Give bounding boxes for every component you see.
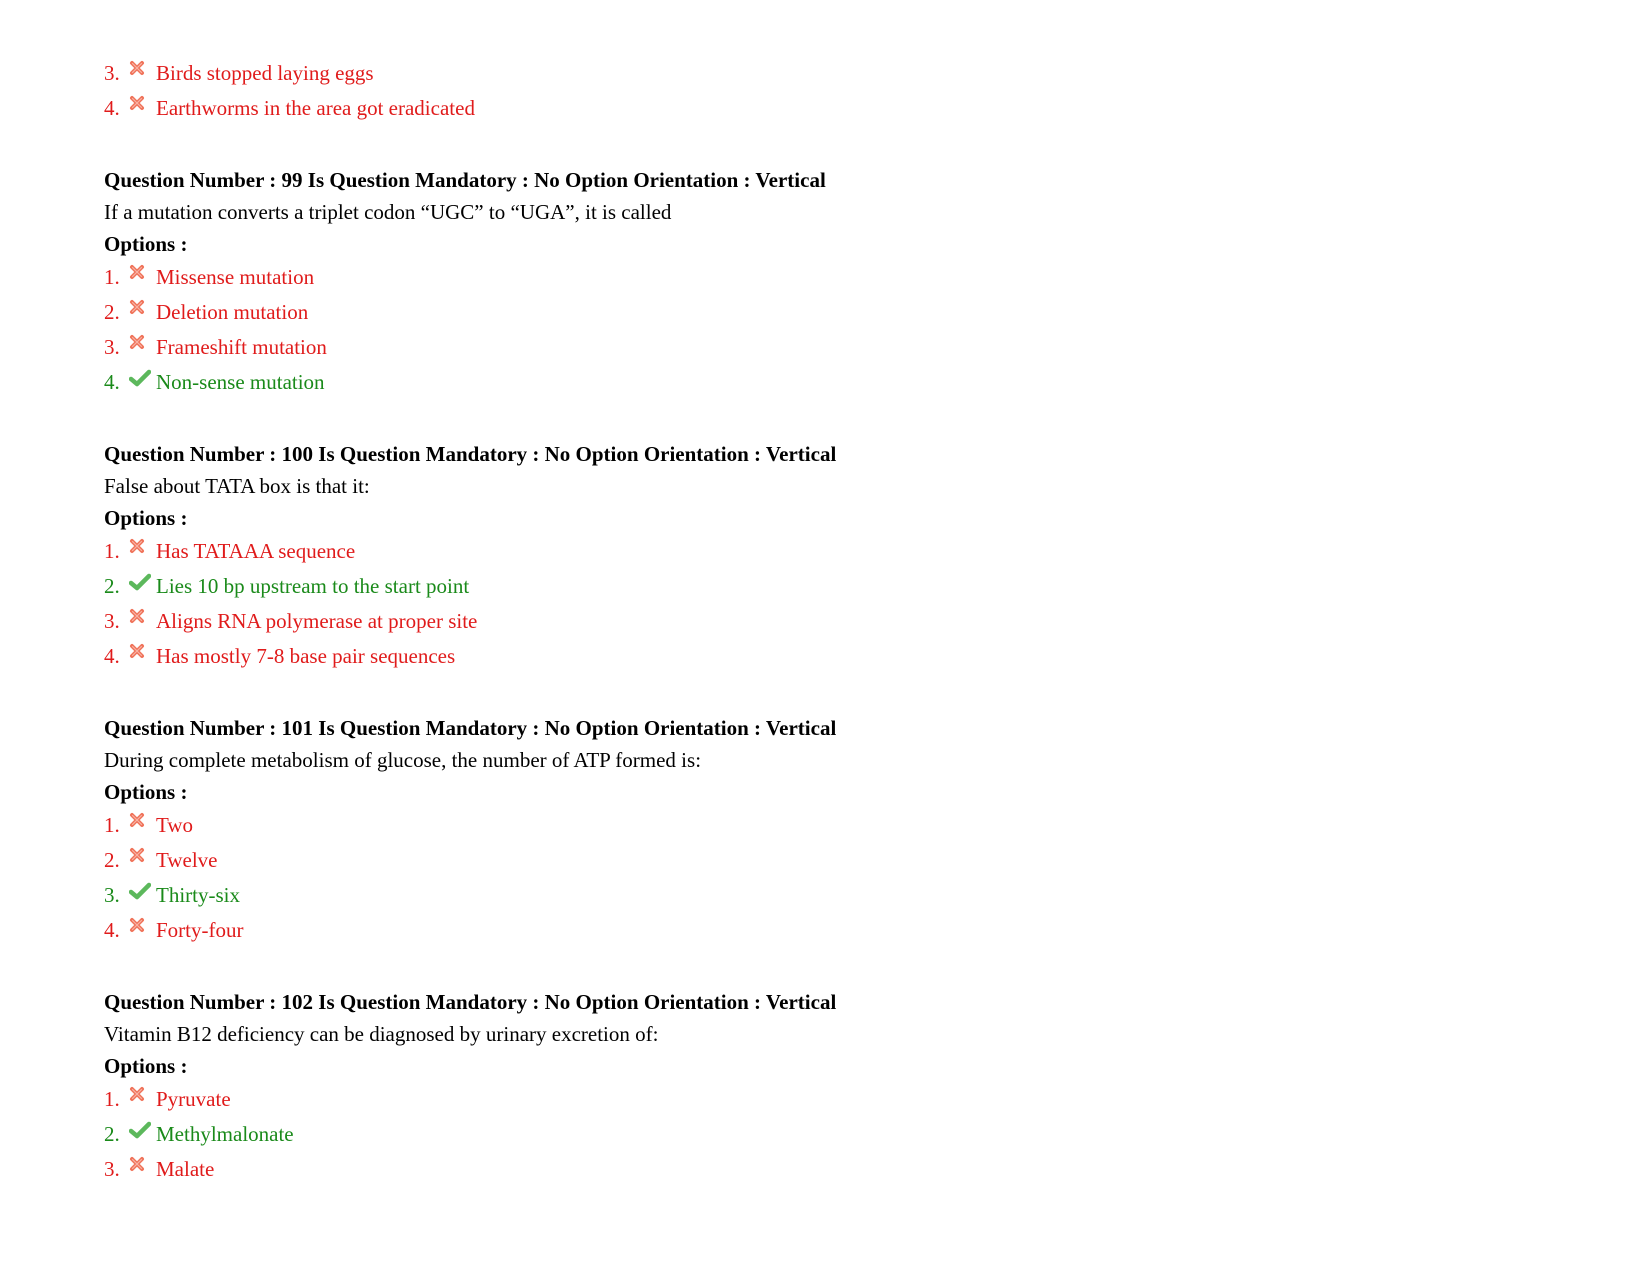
- option-row-wrong: [104, 534, 1544, 569]
- option-text: Deletion mutation: [156, 300, 309, 324]
- option-text: Methylmalonate: [156, 1122, 294, 1146]
- option-row-wrong: [104, 913, 1544, 948]
- question-header: Question Number : 102 Is Question Mandatory : No Option Orientation : Vertical: [104, 990, 837, 1014]
- option-row-correct: [104, 878, 1544, 913]
- option-text: Missense mutation: [156, 265, 315, 289]
- option-text: Twelve: [156, 848, 218, 872]
- option-number: 4.: [104, 96, 120, 120]
- option-row-wrong: [104, 1082, 1544, 1117]
- option-text: Thirty-six: [156, 883, 240, 907]
- option-row-wrong: [104, 330, 1544, 365]
- option-row-wrong: [104, 808, 1544, 843]
- option-text: Birds stopped laying eggs: [156, 61, 374, 85]
- option-row-wrong: [104, 843, 1544, 878]
- check-icon: [128, 1117, 156, 1152]
- cross-icon: [128, 1152, 156, 1187]
- option-number: 2.: [104, 574, 120, 598]
- option-row-wrong: [104, 260, 1544, 295]
- cross-icon: [128, 1082, 156, 1117]
- option-row-wrong: [104, 604, 1544, 639]
- option-number: 1.: [104, 1087, 120, 1111]
- check-icon: [128, 569, 156, 604]
- question-text: During complete metabolism of glucose, the number of ATP formed is:: [104, 748, 702, 772]
- option-text: Two: [156, 813, 194, 837]
- question-header: Question Number : 101 Is Question Mandatory : No Option Orientation : Vertical: [104, 716, 837, 740]
- option-text: Forty-four: [156, 918, 244, 942]
- question-list: [104, 164, 1544, 1187]
- answer-key-page: [104, 56, 1544, 1187]
- option-text: Non-sense mutation: [156, 370, 325, 394]
- leading-options: [104, 56, 1544, 126]
- option-number: 2.: [104, 848, 120, 872]
- option-number: 3.: [104, 1157, 120, 1181]
- option-number: 3.: [104, 883, 120, 907]
- option-row-wrong: [104, 1152, 1544, 1187]
- question-header: Question Number : 99 Is Question Mandatory : No Option Orientation : Vertical: [104, 168, 826, 192]
- cross-icon: [128, 56, 156, 91]
- option-text: Has mostly 7-8 base pair sequences: [156, 644, 456, 668]
- option-row-correct: [104, 569, 1544, 604]
- cross-icon: [128, 534, 156, 569]
- cross-icon: [128, 808, 156, 843]
- option-text: Malate: [156, 1157, 215, 1181]
- option-text: Earthworms in the area got eradicated: [156, 96, 475, 120]
- question-block: [104, 986, 1544, 1187]
- question-block: [104, 164, 1544, 400]
- option-number: 1.: [104, 813, 120, 837]
- question-text: If a mutation converts a triplet codon “UGC” to “UGA”, it is called: [104, 200, 672, 224]
- option-text: Has TATAAA sequence: [156, 539, 356, 563]
- option-number: 4.: [104, 918, 120, 942]
- option-number: 1.: [104, 265, 120, 289]
- option-number: 2.: [104, 1122, 120, 1146]
- option-number: 1.: [104, 539, 120, 563]
- options-label: Options :: [104, 232, 188, 256]
- option-text: Lies 10 bp upstream to the start point: [156, 574, 470, 598]
- option-text: Pyruvate: [156, 1087, 231, 1111]
- option-row-wrong: [104, 56, 1544, 91]
- cross-icon: [128, 330, 156, 365]
- check-icon: [128, 365, 156, 400]
- option-row-correct: [104, 1117, 1544, 1152]
- option-row-wrong: [104, 91, 1544, 126]
- question-text: False about TATA box is that it:: [104, 474, 370, 498]
- question-header: Question Number : 100 Is Question Mandatory : No Option Orientation : Vertical: [104, 442, 837, 466]
- option-text: Aligns RNA polymerase at proper site: [156, 609, 478, 633]
- option-number: 4.: [104, 370, 120, 394]
- question-block: [104, 438, 1544, 674]
- option-number: 3.: [104, 61, 120, 85]
- option-number: 3.: [104, 609, 120, 633]
- cross-icon: [128, 260, 156, 295]
- option-text: Frameshift mutation: [156, 335, 327, 359]
- cross-icon: [128, 295, 156, 330]
- cross-icon: [128, 604, 156, 639]
- option-number: 4.: [104, 644, 120, 668]
- options-label: Options :: [104, 780, 188, 804]
- option-row-wrong: [104, 639, 1544, 674]
- option-number: 3.: [104, 335, 120, 359]
- option-row-wrong: [104, 295, 1544, 330]
- option-row-correct: [104, 365, 1544, 400]
- cross-icon: [128, 913, 156, 948]
- cross-icon: [128, 91, 156, 126]
- question-text: Vitamin B12 deficiency can be diagnosed by urinary excretion of:: [104, 1022, 659, 1046]
- option-number: 2.: [104, 300, 120, 324]
- options-label: Options :: [104, 1054, 188, 1078]
- options-label: Options :: [104, 506, 188, 530]
- check-icon: [128, 878, 156, 913]
- cross-icon: [128, 843, 156, 878]
- question-block: [104, 712, 1544, 948]
- cross-icon: [128, 639, 156, 674]
